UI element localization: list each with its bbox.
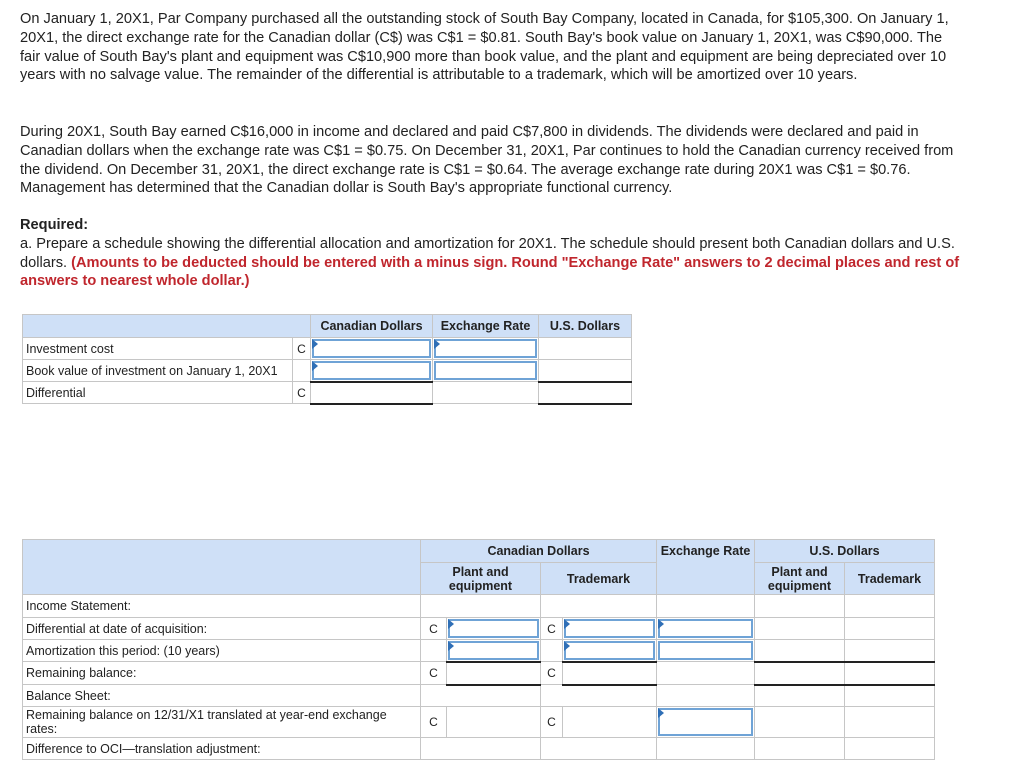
currency-flag: C (421, 707, 447, 738)
table-row (23, 685, 935, 707)
sub-header-trademark-usd: Trademark (845, 563, 935, 595)
table-row (23, 595, 935, 618)
diff-plant-usd-input[interactable] (755, 618, 845, 640)
currency-flag: C (293, 382, 311, 404)
col-header-canadian-dollars: Canadian Dollars (311, 315, 433, 338)
translated-trademark-cad-input[interactable] (563, 707, 657, 738)
book-value-cad-input[interactable] (311, 360, 433, 382)
diff-rate-input[interactable] (657, 618, 755, 640)
required-note: (Amounts to be deducted should be entered with a minus sign. Round "Exchange Rate" answers to 2 decimal places and rest of answers to nearest whole dollar.) (20, 254, 960, 290)
differential-table (22, 314, 632, 405)
row-label-differential-acquisition: Differential at date of acquisition: (23, 618, 421, 640)
row-label-differential: Differential (23, 382, 293, 404)
col-header-us-dollars: U.S. Dollars (539, 315, 632, 338)
currency-flag: C (541, 707, 563, 738)
table-row (23, 662, 935, 685)
diff-trademark-cad-input[interactable] (563, 618, 657, 640)
amort-trademark-usd-input[interactable] (845, 640, 935, 662)
row-label-book-value: Book value of investment on January 1, 20X1 (23, 360, 293, 382)
header-blank (23, 540, 421, 595)
remaining-trademark-usd-input[interactable] (845, 662, 935, 685)
investment-cost-cad-input[interactable] (311, 338, 433, 360)
amort-rate-input[interactable] (657, 640, 755, 662)
header-blank (23, 315, 311, 338)
required-title: Required: (20, 217, 89, 233)
group-header-exchange-rate: Exchange Rate (657, 540, 755, 595)
row-label-investment-cost: Investment cost (23, 338, 293, 360)
currency-flag (421, 640, 447, 662)
remaining-trademark-cad-input[interactable] (563, 662, 657, 685)
table-row (23, 640, 935, 662)
table-row (23, 338, 632, 360)
oci-plant-usd-input[interactable] (755, 738, 845, 760)
row-label-remaining-balance: Remaining balance: (23, 662, 421, 685)
row-label-income-statement: Income Statement: (23, 595, 421, 618)
diff-trademark-usd-input[interactable] (845, 618, 935, 640)
translated-rate-input[interactable] (657, 707, 755, 738)
table-row (23, 382, 632, 404)
book-value-usd-input[interactable] (539, 360, 632, 382)
table-row (23, 618, 935, 640)
group-header-canadian-dollars: Canadian Dollars (421, 540, 657, 563)
differential-usd-input[interactable] (539, 382, 632, 404)
table-row (23, 360, 632, 382)
translated-trademark-usd-input[interactable] (845, 707, 935, 738)
investment-cost-usd-input[interactable] (539, 338, 632, 360)
remaining-plant-usd-input[interactable] (755, 662, 845, 685)
currency-flag: C (541, 618, 563, 640)
book-value-rate-input[interactable] (433, 360, 539, 382)
oci-trademark-usd-input[interactable] (845, 738, 935, 760)
translated-plant-usd-input[interactable] (755, 707, 845, 738)
currency-flag: C (421, 662, 447, 685)
problem-paragraph-1: On January 1, 20X1, Par Company purchased all the outstanding stock of South Bay Company, located in Canada, for $105,300. On January 1, 20X1, the direct exchange rate for the Canadian dollar (C$) was C$1 = $0.81. South Bay's book value on January 1, 20X1, was C$90,000. The fair value of South Bay's plant and equipment was C$10,900 more than book value, and the plant and equipment are being depreciated over 10 years with no salvage value. The remainder of the differential is attributable to a trademark, which will be amortized over 10 years. (20, 11, 949, 84)
table-row (23, 707, 935, 738)
row-label-remaining-translated: Remaining balance on 12/31/X1 translated at year-end exchange rates: (23, 707, 421, 738)
problem-paragraph-2: During 20X1, South Bay earned C$16,000 in income and declared and paid C$7,800 in dividends. The dividends were declared and paid in Canadian dollars when the exchange rate was C$1 = $0.75. On December 31, 20X1, Par continues to hold the Canadian currency received from the dividend. On December 31, 20X1, the direct exchange rate is C$1 = $0.64. The average exchange rate during 20X1 was C$1 = $0.76. Management has determined that the Canadian dollar is South Bay's appropriate functional currency. (20, 124, 954, 197)
currency-flag (293, 360, 311, 382)
row-label-difference-oci: Difference to OCI—translation adjustment: (23, 738, 421, 760)
row-label-amortization: Amortization this period: (10 years) (23, 640, 421, 662)
currency-flag: C (541, 662, 563, 685)
amortization-table (22, 539, 935, 760)
sub-header-plant-usd: Plant and equipment (755, 563, 845, 595)
currency-flag (541, 640, 563, 662)
currency-flag: C (421, 618, 447, 640)
row-label-balance-sheet: Balance Sheet: (23, 685, 421, 707)
required-section (20, 216, 960, 291)
col-header-exchange-rate: Exchange Rate (433, 315, 539, 338)
differential-rate-cell (433, 382, 539, 404)
diff-plant-cad-input[interactable] (447, 618, 541, 640)
investment-cost-rate-input[interactable] (433, 338, 539, 360)
differential-cad-input[interactable] (311, 382, 433, 404)
sub-header-plant-cad: Plant and equipment (421, 563, 541, 595)
amort-plant-cad-input[interactable] (447, 640, 541, 662)
amort-plant-usd-input[interactable] (755, 640, 845, 662)
table-row (23, 738, 935, 760)
remaining-plant-cad-input[interactable] (447, 662, 541, 685)
translated-plant-cad-input[interactable] (447, 707, 541, 738)
currency-flag: C (293, 338, 311, 360)
amort-trademark-cad-input[interactable] (563, 640, 657, 662)
required-a: a. Prepare a schedule showing the differential allocation and amortization for 20X1. The schedule should present both Canadian dollars and U.S. dollars. (20, 235, 955, 271)
group-header-us-dollars: U.S. Dollars (755, 540, 935, 563)
sub-header-trademark-cad: Trademark (541, 563, 657, 595)
